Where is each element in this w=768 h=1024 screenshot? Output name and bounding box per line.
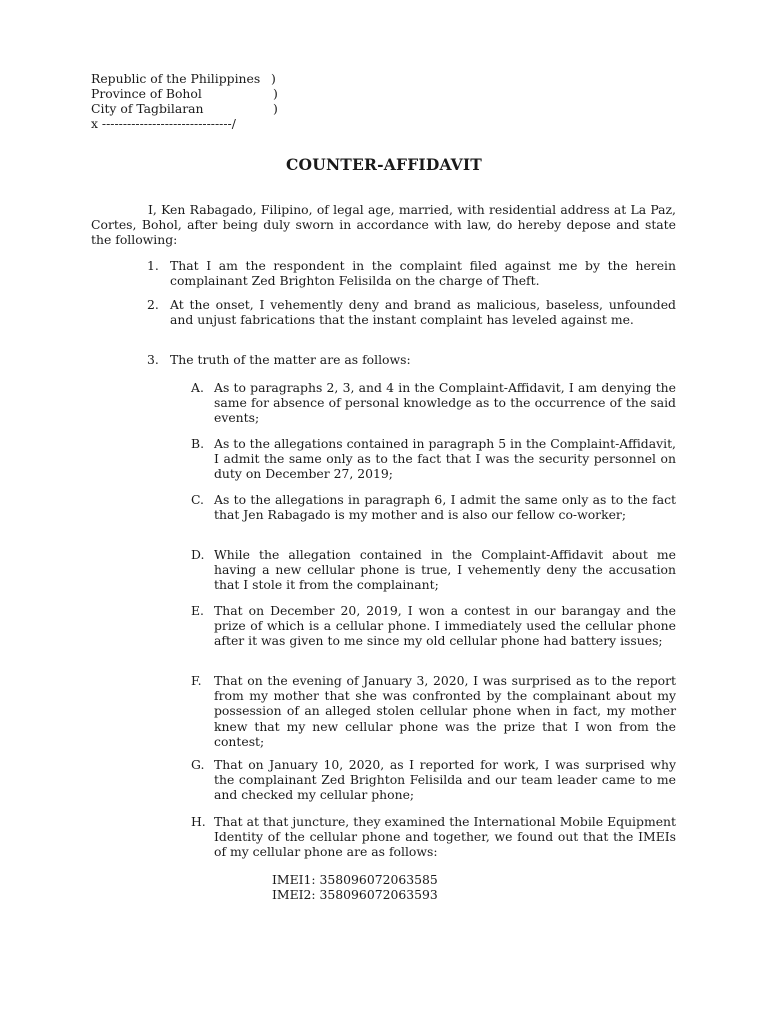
sub-item [191,814,676,860]
caption-separator: x -------------------------------/ [91,116,236,131]
venue-line [91,101,278,116]
sub-item-text: That on January 10, 2020, as I reported for work, I was surprised why the complainant Zed Brighton Felisilda and our team leader came to me and checked my cellular phone; [214,757,676,803]
venue-line-text: Province of Bohol [91,86,202,101]
sub-item-marker: G. [191,757,205,772]
venue-line [91,86,278,101]
venue-paren: ) [271,71,276,86]
sub-item-marker: D. [191,547,205,562]
venue-paren: ) [273,86,278,101]
sub-item-text: As to the allegations in paragraph 6, I admit the same only as to the fact that Jen Rabagado is my mother and is also our fellow co-worker; [214,492,676,523]
sub-item-marker: C. [191,492,204,507]
imei-1-line: IMEI1: 358096072063585 [272,872,438,887]
sub-item [191,603,676,649]
venue-paren: ) [273,101,278,116]
item-text: At the onset, I vehemently deny and brand as malicious, baseless, unfounded and unjust fabrications that the instant complaint has leveled against me. [170,297,676,328]
sub-item-text: That at that juncture, they examined the International Mobile Equipment Identity of the cellular phone and together, we found out that the IMEIs of my cellular phone are as follows: [214,814,676,860]
numbered-item [147,258,676,288]
sub-item [191,436,676,482]
sub-item [191,492,676,522]
sub-item-text: That on the evening of January 3, 2020, I was surprised as to the report from my mother that she was confronted by the complainant about my possession of an alleged stolen cellular phone when in fact, my mother knew that my new cellular phone was the prize that I won from the contest; [214,673,676,749]
sub-item-text: As to the allegations contained in paragraph 5 in the Complaint-Affidavit, I admit the same only as to the fact that I was the security personnel on duty on December 27, 2019; [214,436,676,482]
item-text: The truth of the matter are as follows: [170,352,411,367]
venue-line [91,71,276,86]
sub-item [191,547,676,593]
venue-block [91,71,278,131]
sub-item-marker: E. [191,603,204,618]
numbered-item [147,297,676,327]
sub-item-marker: B. [191,436,205,451]
item-text: That I am the respondent in the complaint filed against me by the herein complainant Zed Brighton Felisilda on the charge of Theft. [170,258,676,289]
item-marker: 2. [147,297,159,312]
venue-line-text: Republic of the Philippines [91,71,261,86]
numbered-item [147,352,676,367]
document-title: COUNTER-AFFIDAVIT [285,155,483,174]
sub-item [191,380,676,426]
sub-item [191,673,676,749]
item-marker: 3. [147,352,159,367]
sub-item-marker: A. [191,380,204,395]
imei-2-line: IMEI2: 358096072063593 [272,887,438,902]
item-marker: 1. [147,258,159,273]
intro-paragraph: I, Ken Rabagado, Filipino, of legal age, married, with residential address at La Paz, Cortes, Bohol, after being duly sworn in accordance with law, do hereby depose and state the following: [91,202,676,248]
sub-item-marker: F. [191,673,202,688]
venue-line-text: City of Tagbilaran [91,101,204,116]
sub-item-text: While the allegation contained in the Complaint-Affidavit about me having a new cellular phone is true, I vehemently deny the accusation that I stole it from the complainant; [214,547,676,593]
sub-item-marker: H. [191,814,206,829]
sub-item-text: That on December 20, 2019, I won a contest in our barangay and the prize of which is a cellular phone. I immediately used the cellular phone after it was given to me since my old cellular phone had battery issues; [214,603,676,649]
sub-item [191,757,676,803]
sub-item-text: As to paragraphs 2, 3, and 4 in the Complaint-Affidavit, I am denying the same for absence of personal knowledge as to the occurrence of the said events; [214,380,676,426]
